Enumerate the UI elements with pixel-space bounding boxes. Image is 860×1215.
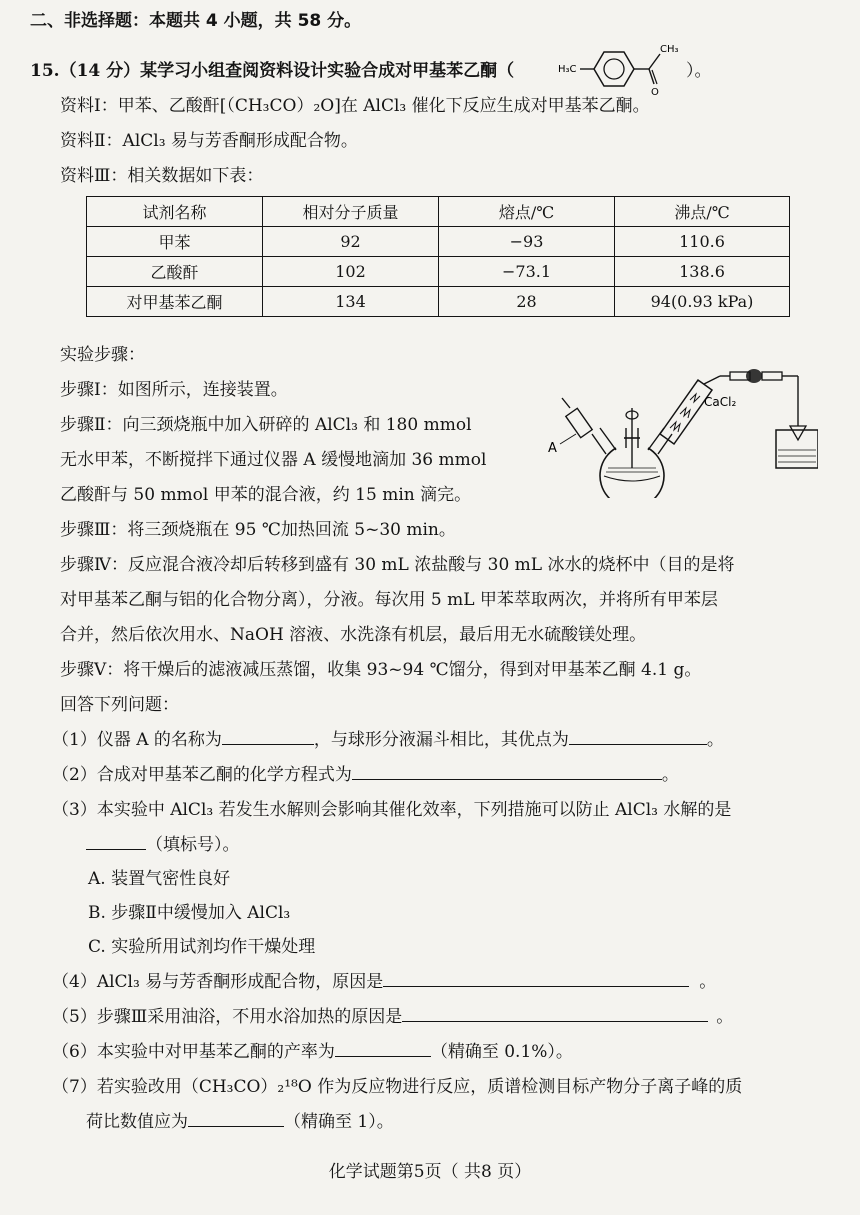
question-3-line-2 bbox=[86, 830, 240, 855]
q15-stem-suffix: ）。 bbox=[686, 61, 712, 81]
q7-text-b: （精确至 1）。 bbox=[284, 1112, 394, 1132]
table-cell: −73.1 bbox=[439, 257, 615, 287]
table-cell: −93 bbox=[439, 227, 615, 257]
question-7-line-2 bbox=[86, 1107, 394, 1132]
q6-text-a: （6）本实验中对甲基苯乙酮的产率为 bbox=[52, 1042, 335, 1062]
answer-blank[interactable] bbox=[222, 730, 314, 745]
info-1: 资料Ⅰ：甲苯、乙酸酐[（CH₃CO）₂O]在 AlCl₃ 催化下反应生成对甲基苯乙酮。 bbox=[60, 96, 650, 116]
q15-stem-prefix: 15.（14 分）某学习小组查阅资料设计实验合成对甲基苯乙酮（ bbox=[30, 61, 515, 81]
answer-blank[interactable] bbox=[188, 1112, 284, 1127]
table-cell: 94(0.93 kPa) bbox=[615, 287, 790, 317]
answer-prompt: 回答下列问题： bbox=[60, 695, 179, 715]
step-2-line-3: 乙酸酐与 50 mmol 甲苯的混合液，约 15 min 滴完。 bbox=[60, 485, 472, 505]
q3-option-b: B. 步骤Ⅱ中缓慢加入 AlCl₃ bbox=[88, 903, 291, 923]
info-3: 资料Ⅲ：相关数据如下表： bbox=[60, 166, 264, 186]
answer-blank[interactable] bbox=[86, 835, 146, 850]
q1-text-a: （1）仪器 A 的名称为 bbox=[52, 730, 222, 750]
table-header-cell: 熔点/℃ bbox=[439, 197, 615, 227]
step-1: 步骤Ⅰ：如图所示，连接装置。 bbox=[60, 380, 288, 400]
q3-option-c: C. 实验所用试剂均作干燥处理 bbox=[88, 937, 316, 957]
answer-blank[interactable] bbox=[569, 730, 707, 745]
q6-text-b: （精确至 0.1%）。 bbox=[430, 1042, 573, 1062]
table-row bbox=[87, 287, 790, 317]
question-1 bbox=[52, 725, 724, 750]
question-7-line-1: （7）若实验改用（CH₃CO）₂¹⁸O 作为反应物进行反应，质谱检测目标产物分子离子峰的质 bbox=[52, 1077, 743, 1097]
answer-blank[interactable] bbox=[402, 1007, 708, 1022]
table-header-cell: 沸点/℃ bbox=[615, 197, 790, 227]
table-cell: 甲苯 bbox=[87, 227, 263, 257]
funnel-label: A bbox=[548, 441, 557, 456]
structure-methyl-top: CH₃ bbox=[660, 44, 679, 55]
q5-text: （5）步骤Ⅲ采用油浴，不用水浴加热的原因是 bbox=[52, 1007, 403, 1027]
step-4-line-1: 步骤Ⅳ：反应混合液冷却后转移到盛有 30 mL 浓盐酸与 30 mL 冰水的烧杯中（目的是将 bbox=[60, 555, 735, 575]
table-cell: 102 bbox=[263, 257, 439, 287]
table-cell: 110.6 bbox=[615, 227, 790, 257]
question-6 bbox=[52, 1037, 573, 1062]
q5-end: 。 bbox=[716, 1007, 734, 1027]
step-4-line-3: 合并，然后依次用水、NaOH 溶液、水洗涤有机层，最后用无水硫酸镁处理。 bbox=[60, 625, 647, 645]
question-5 bbox=[52, 1002, 733, 1027]
question-3-line-1: （3）本实验中 AlCl₃ 若发生水解则会影响其催化效率，下列措施可以防止 AlCl₃ 水解的是 bbox=[52, 800, 732, 820]
structure-methyl-left: H₃C bbox=[558, 64, 577, 75]
section-header: 二、非选择题：本题共 4 小题，共 58 分。 bbox=[30, 11, 362, 31]
question-2 bbox=[52, 760, 679, 785]
answer-blank[interactable] bbox=[383, 972, 689, 987]
step-2-line-1: 步骤Ⅱ：向三颈烧瓶中加入研碎的 AlCl₃ 和 180 mmol bbox=[60, 415, 472, 435]
answer-blank[interactable] bbox=[335, 1042, 431, 1057]
table-cell: 乙酸酐 bbox=[87, 257, 263, 287]
drying-tube-label: CaCl₂ bbox=[704, 395, 737, 409]
q3-option-a: A. 装置气密性良好 bbox=[88, 869, 231, 889]
structure-oxygen: O bbox=[651, 87, 659, 98]
table-header-row bbox=[87, 197, 790, 227]
info-2: 资料Ⅱ：AlCl₃ 易与芳香酮形成配合物。 bbox=[60, 131, 358, 151]
table-cell: 92 bbox=[263, 227, 439, 257]
q1-end: 。 bbox=[706, 730, 724, 750]
table-row bbox=[87, 257, 790, 287]
answer-blank[interactable] bbox=[352, 765, 662, 780]
table-header-cell: 相对分子质量 bbox=[263, 197, 439, 227]
table-row bbox=[87, 227, 790, 257]
page-footer: 化学试题第5页（ 共8 页） bbox=[328, 1162, 532, 1182]
steps-title: 实验步骤： bbox=[60, 345, 145, 365]
q4-end: 。 bbox=[699, 972, 717, 992]
q2-text: （2）合成对甲基苯乙酮的化学方程式为 bbox=[52, 765, 352, 785]
step-2-line-2: 无水甲苯，不断搅拌下通过仪器 A 缓慢地滴加 36 mmol bbox=[60, 450, 487, 470]
step-4-line-2: 对甲基苯乙酮与铝的化合物分离），分液。每次用 5 mL 甲苯萃取两次，并将所有甲苯层 bbox=[60, 590, 718, 610]
data-table bbox=[86, 196, 790, 317]
q4-text: （4）AlCl₃ 易与芳香酮形成配合物，原因是 bbox=[52, 972, 384, 992]
question-4 bbox=[52, 967, 716, 992]
table-cell: 138.6 bbox=[615, 257, 790, 287]
apparatus-diagram bbox=[548, 368, 818, 498]
table-cell: 28 bbox=[439, 287, 615, 317]
table-cell: 134 bbox=[263, 287, 439, 317]
q2-end: 。 bbox=[661, 765, 679, 785]
q3-line-2-text: （填标号）。 bbox=[146, 835, 240, 855]
q15-stem bbox=[30, 56, 514, 81]
step-3: 步骤Ⅲ：将三颈烧瓶在 95 ℃加热回流 5~30 min。 bbox=[60, 520, 456, 540]
q1-text-b: ，与球形分液漏斗相比，其优点为 bbox=[313, 730, 569, 750]
q7-text-a: 荷比数值应为 bbox=[86, 1112, 188, 1132]
table-cell: 对甲基苯乙酮 bbox=[87, 287, 263, 317]
p-methylacetophenone-structure bbox=[556, 34, 686, 98]
step-5: 步骤Ⅴ：将干燥后的滤液减压蒸馏，收集 93~94 ℃馏分，得到对甲基苯乙酮 4.1 g。 bbox=[60, 660, 702, 680]
table-header-cell: 试剂名称 bbox=[87, 197, 263, 227]
